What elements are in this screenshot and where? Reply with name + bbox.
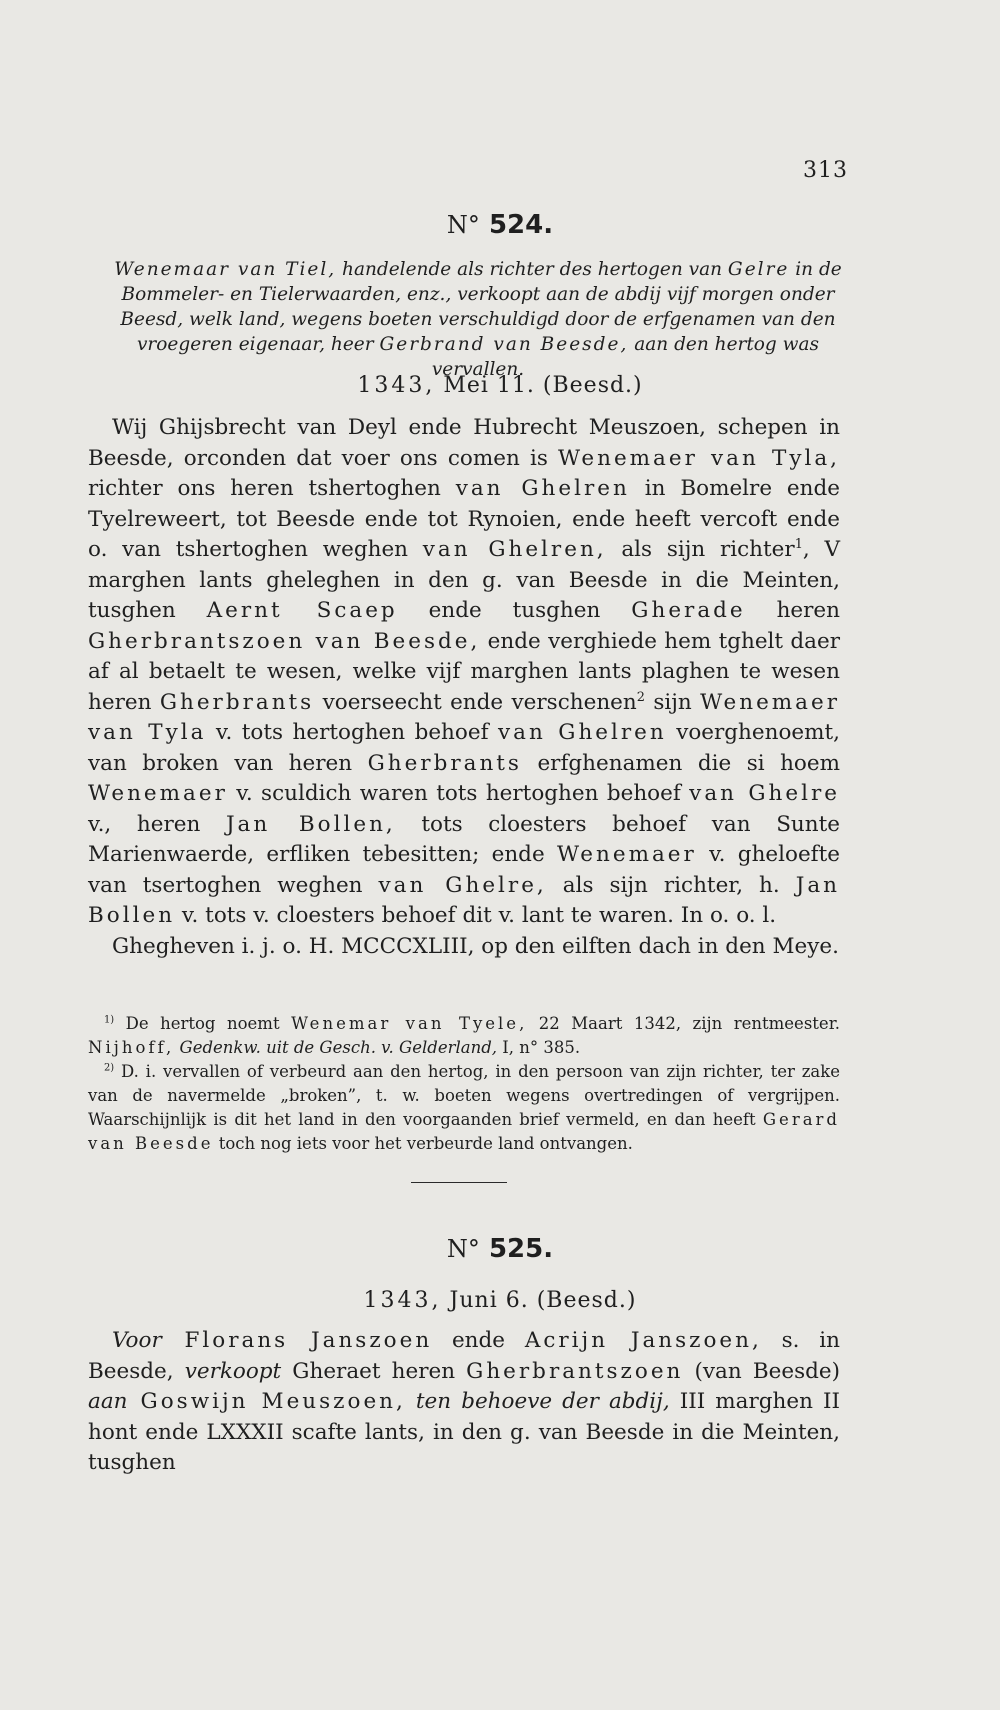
document-number-heading (0, 1234, 1000, 1264)
number-value: 524. (488, 210, 554, 240)
footnote-mark: 1) (104, 1014, 115, 1026)
date-rest: Juni 6. (Beesd.) (449, 1288, 637, 1313)
charter-text (88, 1326, 840, 1479)
text-run: v. tots v. cloesters behoef dit v. lant te waren. In o. o. l. (175, 903, 777, 928)
person-name: Wenemaer (88, 781, 228, 806)
date-year: 1343, (363, 1288, 442, 1313)
date-rest: Mei 11. (Beesd.) (443, 373, 643, 398)
text-run: toch nog iets voor het verbeurde land ontvangen. (213, 1134, 633, 1153)
summary-text: handelende als richter des hertogen van (336, 259, 728, 280)
italic-run: verkoopt (184, 1358, 282, 1384)
text-run: D. i. vervallen of verbeurd aan den hertog, in den persoon van zijn richter, ter zake van de navermelde „broken”, t. w. boeten wegens overtredingen of vergrijpen. Waarschijnlijk is dit het land in den voorgaanden brief vermeld, en dan heeft (88, 1062, 840, 1129)
document-number-heading (0, 210, 1000, 240)
person-name: Goswijn Meuszoen, (127, 1389, 406, 1414)
summary-name: Gerbrand van Beesde, (379, 334, 629, 355)
person-name: Wenemaer (556, 842, 697, 867)
person-name: Nijhoff, (88, 1038, 175, 1057)
number-prefix: N° (446, 1235, 480, 1263)
footnotes (88, 1012, 840, 1156)
text-run: Wij Ghijsbrecht van Deyl ende Hubrecht Meuszoen, schepen in Beesde, orconden dat voer ons comen is (88, 415, 840, 471)
book-title: Gedenkw. uit de Gesch. v. Gelderland, (174, 1038, 498, 1057)
text-run: erfghenamen die si hoem (521, 750, 840, 776)
section-divider (411, 1182, 507, 1183)
text-run: ende (432, 1328, 525, 1353)
italic-run: aan (88, 1389, 128, 1414)
footnote-ref: 2 (636, 689, 645, 705)
summary-name: Gelre (727, 259, 790, 280)
text-run: 22 Maart 1342, zijn rentmeester. (527, 1014, 841, 1033)
summary-text: aan den hertog was vervallen. (431, 334, 820, 380)
person-name: van Ghelren, (422, 537, 607, 562)
footnote-mark: 2) (104, 1062, 115, 1074)
text-run: voerseecht ende verschenen (314, 689, 637, 715)
document-date (0, 1288, 1000, 1313)
italic-run: Voor (112, 1328, 162, 1353)
person-name: Florans Janszoen (161, 1328, 433, 1353)
person-name: Gherade (631, 598, 746, 623)
document-summary (92, 257, 864, 382)
number-prefix: N° (446, 211, 480, 239)
footnote-1 (88, 1012, 840, 1060)
person-name: Wenemaer van Tyla, (558, 445, 841, 471)
charter-paragraph (88, 1326, 840, 1479)
text-run: I, n° 385. (497, 1038, 581, 1057)
text-run: als sijn richter (606, 537, 795, 562)
text-run: , V marghen lants gheleghen in den g. van Beesde in die Meinten, tusghen (88, 537, 840, 623)
footnote-2 (88, 1060, 840, 1156)
person-name: Gherbrantszoen van Beesde, (88, 628, 481, 654)
charter-paragraph (88, 413, 840, 932)
person-name: Aernt Scaep (206, 598, 398, 623)
text-run: ende tusghen (397, 598, 632, 623)
charter-closing: Ghegheven i. j. o. H. MCCCXLIII, op den eilften dach in den Meye. (112, 933, 839, 959)
person-name: Wenemaer van Tyla (88, 689, 841, 745)
text-run: heren (745, 598, 840, 623)
person-name: Gherbrants (159, 689, 315, 715)
text-run: voerghenoemt, van broken van heren (88, 720, 841, 776)
italic-run: ten behoeve der abdij, (405, 1389, 670, 1414)
text-run: ende verghiede hem tghelt daer af al betaelt te wesen, welke vijf marghen lants plaghen te wesen heren (88, 628, 840, 715)
text-run: v. sculdich waren tots hertoghen behoef (227, 781, 690, 806)
summary-text: in de Bommeler- en Tielerwaarden, enz., verkoopt aan de abdij vijf morgen onder Beesd, welk land, wegens boeten verschuldigd door de erfgenamen van den vroegeren eigenaar, heer (120, 259, 842, 355)
text-run: Gheraet heren (281, 1358, 467, 1384)
text-run: III marghen II hont ende LXXXII scafte lants, in den g. van Beesde in die Meinten, tusghen (88, 1389, 841, 1475)
text-run: v. gheloefte van tsertoghen weghen (88, 842, 840, 898)
text-run: v., heren (88, 811, 226, 837)
person-name: van Ghelren (455, 476, 630, 501)
text-run: s. in Beesde, (88, 1328, 840, 1384)
document-date (0, 373, 1000, 398)
charter-text (88, 413, 840, 962)
text-run: richter ons heren tshertoghen (88, 476, 456, 501)
text-run: De hertog noemt (114, 1014, 292, 1033)
summary-name: Wenemaar van Tiel, (114, 259, 337, 280)
person-name: Jan Bollen (88, 872, 840, 928)
text-run: v. tots hertoghen behoef (206, 720, 498, 745)
person-name: van Ghelren (498, 720, 667, 745)
person-name: van Ghelre (689, 781, 840, 806)
person-name: Wenemar van Tyele, (291, 1014, 528, 1033)
number-value: 525. (488, 1234, 554, 1264)
person-name: Acrijn Janszoen, (524, 1328, 762, 1353)
text-run: (van Beesde) (683, 1358, 840, 1384)
text-run: in Bomelre ende Tyelreweert, tot Beesde ende tot Rynoien, ende heeft vercoft ende o. van tshertoghen weghen (88, 476, 840, 562)
person-name: Gherbrants (367, 750, 522, 776)
footnote-ref: 1 (794, 536, 803, 552)
text-run: tots cloesters behoef van Sunte Marienwaerde, erfliken tebesitten; ende (88, 811, 840, 867)
person-name: Gherbrantszoen (466, 1358, 684, 1384)
text-run: als sijn richter, h. (546, 872, 796, 898)
person-name: van Ghelre, (378, 872, 547, 898)
person-name: Jan Bollen, (225, 811, 396, 837)
text-run: sijn (644, 689, 701, 715)
person-name: Gerard van Beesde (88, 1110, 840, 1153)
date-year: 1343, (357, 373, 436, 398)
page-number: 313 (803, 158, 848, 183)
